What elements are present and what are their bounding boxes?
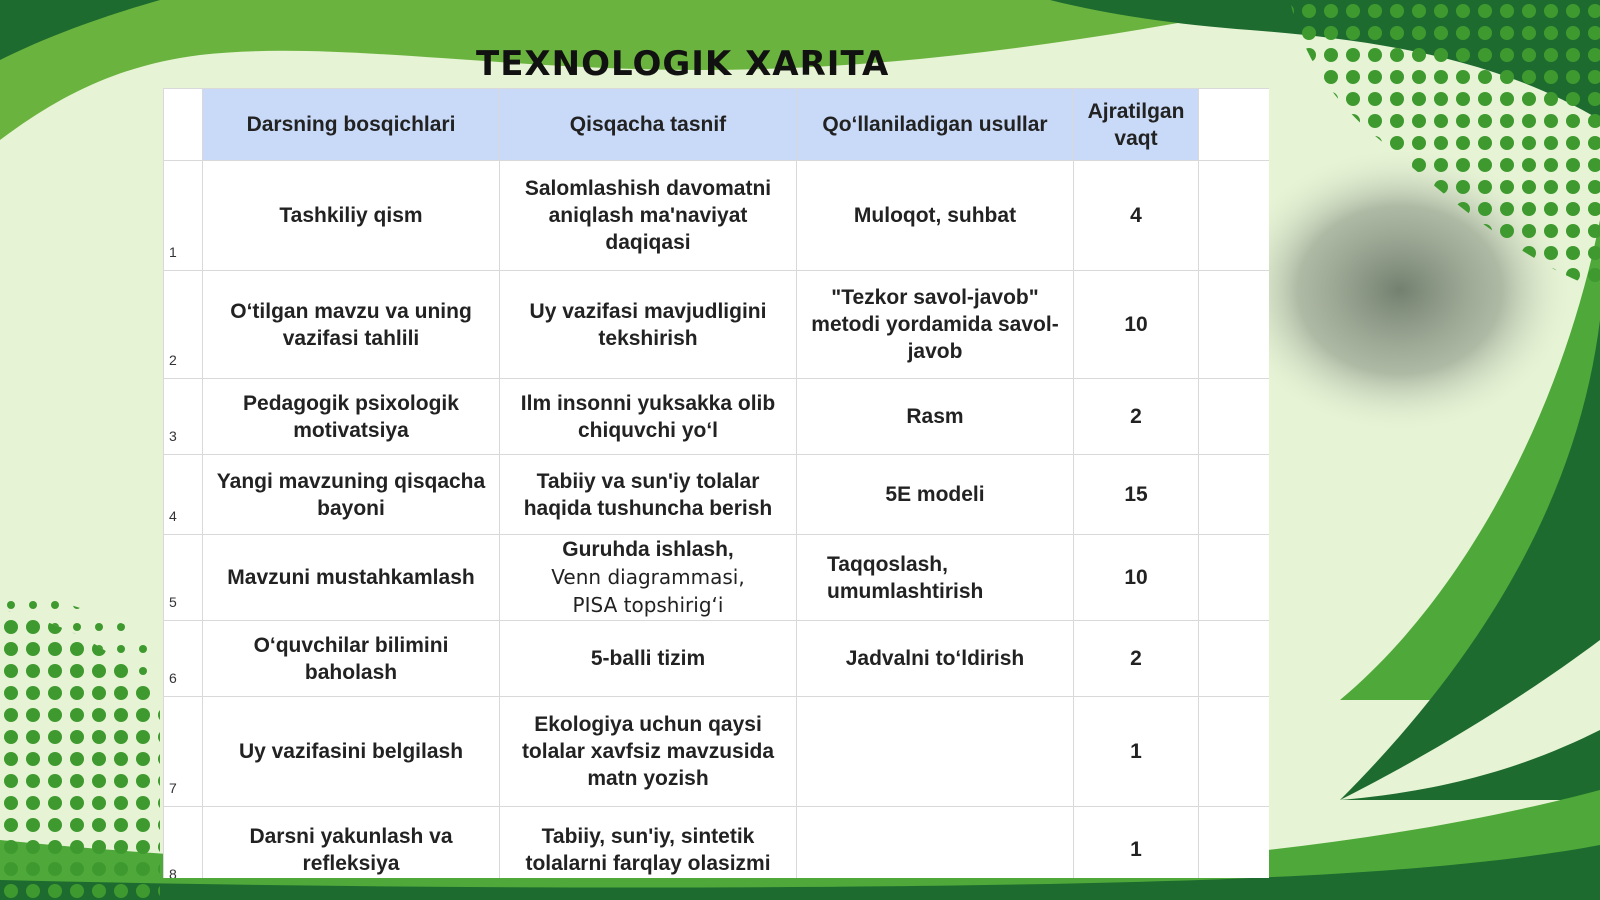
cell-description[interactable]: Ilm insonni yuksakka olib chiquvchi yo‘l — [500, 379, 797, 455]
row-number: 6 — [164, 621, 203, 697]
cell-methods[interactable]: "Tezkor savol-javob" metodi yordamida savol-javob — [797, 271, 1074, 379]
cell-empty[interactable] — [1199, 535, 1270, 621]
page-title: TEXNOLOGIK XARITA — [476, 44, 890, 84]
cell-description[interactable]: Tabiiy va sun'iy tolalar haqida tushuncha berish — [500, 455, 797, 535]
table-row — [164, 535, 1270, 621]
table-row — [164, 807, 1270, 879]
row-number: 4 — [164, 455, 203, 535]
cell-description[interactable] — [500, 535, 797, 621]
cell-time[interactable]: 2 — [1074, 621, 1199, 697]
cell-empty[interactable] — [1199, 697, 1270, 807]
cell-stage[interactable]: Darsni yakunlash va refleksiya — [203, 807, 500, 879]
cell-stage[interactable]: Tashkiliy qism — [203, 161, 500, 271]
table-row — [164, 697, 1270, 807]
cell-description[interactable]: Uy vazifasi mavjudligini tekshirish — [500, 271, 797, 379]
cell-description[interactable]: Salomlashish davomatni aniqlash ma'naviyat daqiqasi — [500, 161, 797, 271]
cell-description[interactable]: Tabiiy, sun'iy, sintetik tolalarni farqlay olasizmi — [500, 807, 797, 879]
column-header-methods[interactable]: Qo‘llaniladigan usullar — [797, 89, 1074, 161]
table-row — [164, 161, 1270, 271]
cell-empty[interactable] — [1199, 621, 1270, 697]
description-line: Guruhda ishlash, — [562, 538, 734, 561]
spreadsheet — [163, 88, 1269, 878]
table-row — [164, 379, 1270, 455]
cell-stage[interactable]: O‘tilgan mavzu va uning vazifasi tahlili — [203, 271, 500, 379]
extra-column-header — [1199, 89, 1270, 161]
row-number: 3 — [164, 379, 203, 455]
column-header-time[interactable]: Ajratilgan vaqt — [1074, 89, 1199, 161]
cell-stage[interactable]: Mavzuni mustahkamlash — [203, 535, 500, 621]
cell-stage[interactable]: O‘quvchilar bilimini baholash — [203, 621, 500, 697]
cell-empty[interactable] — [1199, 271, 1270, 379]
cell-methods[interactable] — [797, 807, 1074, 879]
description-line: PISA topshirig‘i — [572, 593, 724, 617]
cell-time[interactable]: 4 — [1074, 161, 1199, 271]
cell-methods[interactable] — [797, 697, 1074, 807]
cell-stage[interactable]: Uy vazifasini belgilash — [203, 697, 500, 807]
cell-methods[interactable]: Jadvalni to‘ldirish — [797, 621, 1074, 697]
cell-empty[interactable] — [1199, 161, 1270, 271]
row-number: 1 — [164, 161, 203, 271]
table-row — [164, 271, 1270, 379]
cell-stage[interactable]: Yangi mavzuning qisqacha bayoni — [203, 455, 500, 535]
cell-time[interactable]: 10 — [1074, 535, 1199, 621]
cell-time[interactable]: 10 — [1074, 271, 1199, 379]
column-header-description[interactable]: Qisqacha tasnif — [500, 89, 797, 161]
cell-description[interactable]: Ekologiya uchun qaysi tolalar xavfsiz mavzusida matn yozish — [500, 697, 797, 807]
cell-time[interactable]: 15 — [1074, 455, 1199, 535]
cell-methods[interactable]: 5E modeli — [797, 455, 1074, 535]
table-row — [164, 455, 1270, 535]
cell-time[interactable]: 1 — [1074, 697, 1199, 807]
cell-description[interactable]: 5-balli tizim — [500, 621, 797, 697]
cell-stage[interactable]: Pedagogik psixologik motivatsiya — [203, 379, 500, 455]
row-number: 2 — [164, 271, 203, 379]
header-row — [164, 89, 1270, 161]
row-number: 7 — [164, 697, 203, 807]
cell-methods[interactable]: Muloqot, suhbat — [797, 161, 1074, 271]
row-number: 8 — [164, 807, 203, 879]
cell-empty[interactable] — [1199, 379, 1270, 455]
cell-empty[interactable] — [1199, 807, 1270, 879]
row-number: 5 — [164, 535, 203, 621]
cell-empty[interactable] — [1199, 455, 1270, 535]
row-number-header — [164, 89, 203, 161]
cell-methods[interactable]: Rasm — [797, 379, 1074, 455]
table-row — [164, 621, 1270, 697]
technological-map-table — [163, 88, 1269, 878]
cell-time[interactable]: 1 — [1074, 807, 1199, 879]
description-line: Venn diagrammasi, — [551, 565, 745, 589]
column-header-stages[interactable]: Darsning bosqichlari — [203, 89, 500, 161]
cell-time[interactable]: 2 — [1074, 379, 1199, 455]
cell-methods[interactable]: Taqqoslash, umumlashtirish — [797, 535, 1074, 621]
